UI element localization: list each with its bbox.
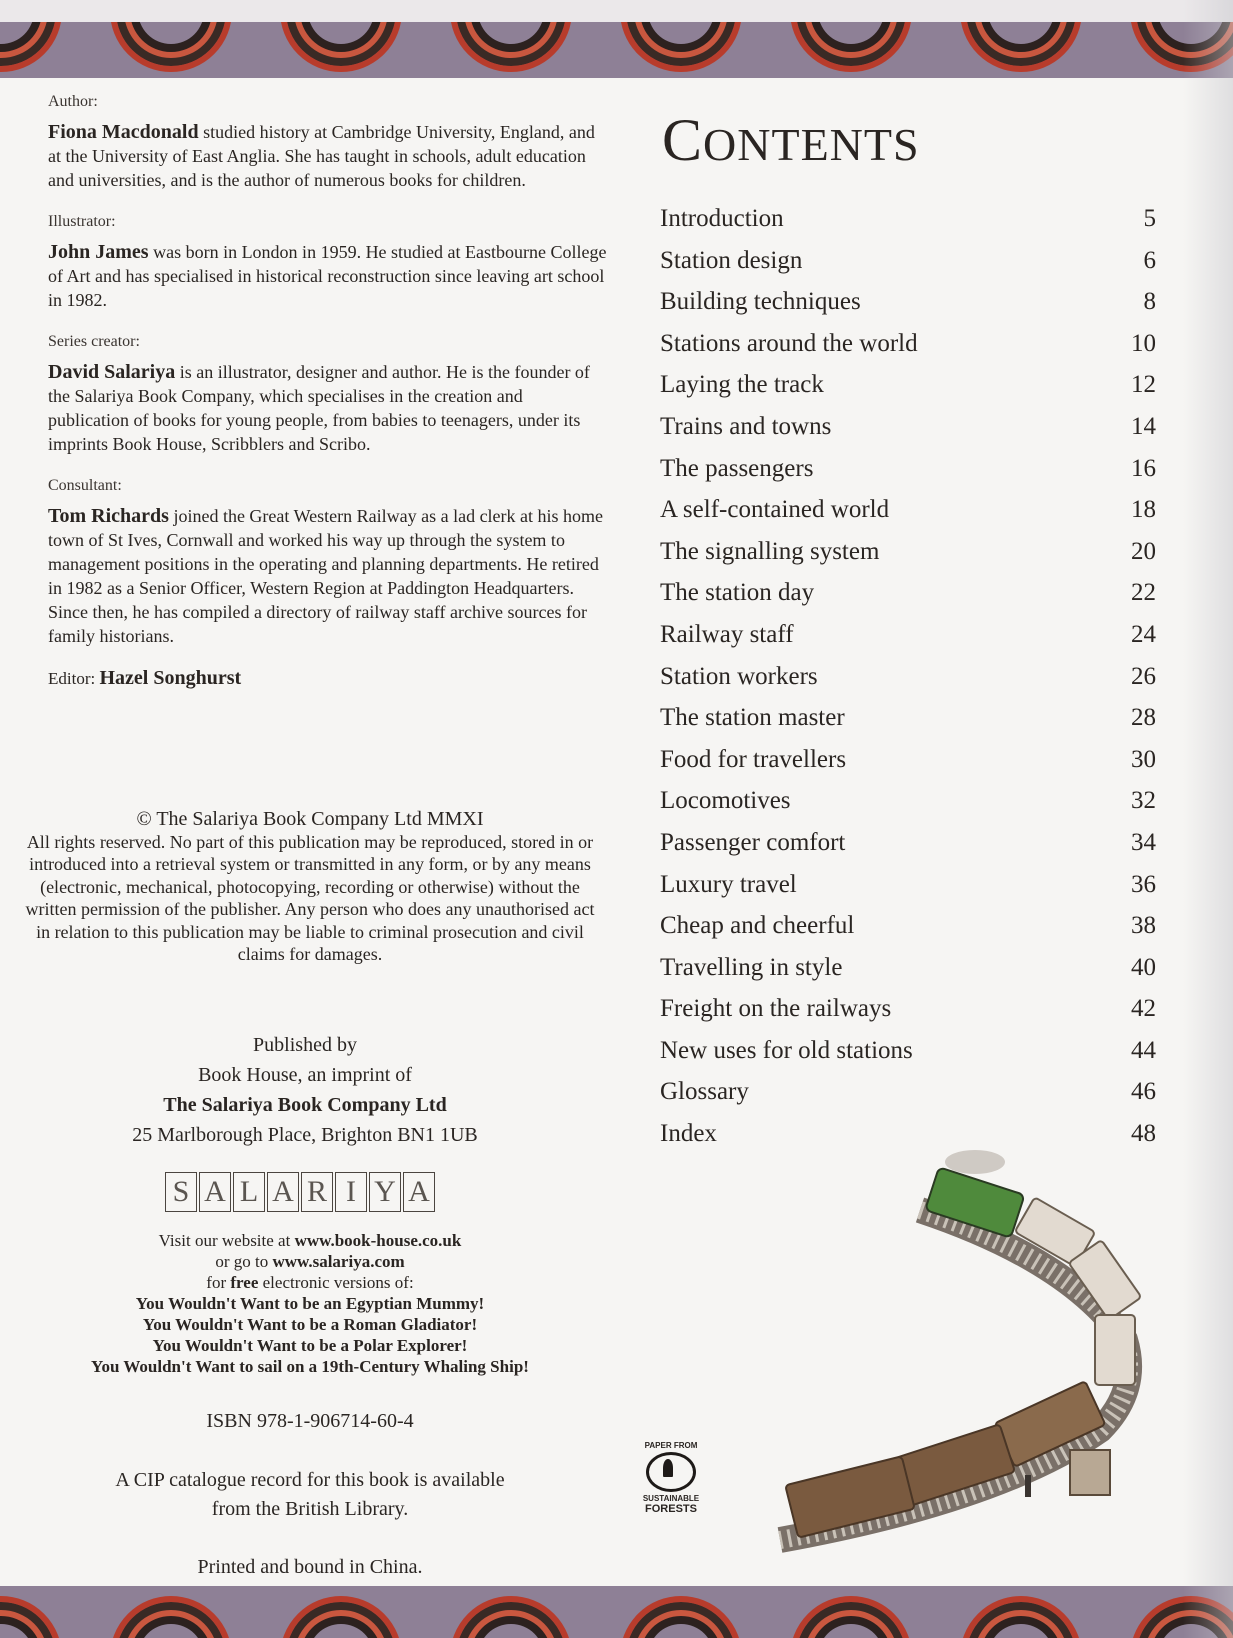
toc-entry [660, 288, 1156, 330]
toc-entry-page: 44 [1131, 1036, 1156, 1064]
cip-line-1: A CIP catalogue record for this book is available [115, 1469, 505, 1491]
toc-entry [660, 1078, 1156, 1120]
toc-entry [660, 247, 1156, 289]
book-title-text: You Wouldn't Want to sail on a 19th-Century Whaling Ship! [91, 1357, 529, 1376]
page-shadow [1183, 0, 1233, 1638]
fsc-bottom-text-1: SUSTAINABLE [642, 1494, 700, 1503]
company-name [60, 1090, 550, 1120]
toc-entry-title: The signalling system [660, 537, 880, 565]
logo-letter: A [267, 1172, 299, 1212]
visit-prefix: Visit our website at [158, 1231, 291, 1250]
wheel-icon [960, 1596, 1082, 1638]
visit-line [20, 1230, 600, 1251]
toc-entry [660, 829, 1156, 871]
contents-title [662, 106, 920, 175]
toc-entry-title: New uses for old stations [660, 1036, 913, 1064]
logo-letter: L [233, 1172, 265, 1212]
toc-entry-title: The passengers [660, 454, 814, 482]
cip-notice [20, 1466, 600, 1524]
toc-entry-page: 32 [1131, 787, 1156, 815]
toc-entry [660, 954, 1156, 996]
toc-entry-title: Glossary [660, 1078, 749, 1106]
toc-entry-title: Stations around the world [660, 329, 918, 357]
toc-entry [660, 330, 1156, 372]
toc-entry [660, 621, 1156, 663]
smoke-plume [945, 1150, 1005, 1174]
toc-entry-page: 20 [1131, 537, 1156, 565]
creator-bio [48, 360, 608, 456]
contents-title-rest: ONTENTS [703, 119, 920, 170]
free-word: free [230, 1273, 259, 1292]
wheel-icon [110, 1596, 232, 1638]
fsc-bottom-text-2: FORESTS [645, 1503, 697, 1515]
toc-entry-page: 16 [1131, 454, 1156, 482]
toc-entry [660, 205, 1156, 247]
toc-entry-title: Station design [660, 246, 803, 274]
toc-entry [660, 1037, 1156, 1079]
toc-entry-page: 28 [1131, 704, 1156, 732]
logo-letter: A [403, 1172, 435, 1212]
toc-entry-title: A self-contained world [660, 496, 890, 524]
publisher-address: 25 Marlborough Place, Brighton BN1 1UB [132, 1124, 478, 1146]
wheel-icon [0, 22, 62, 72]
toc-entry-title: Freight on the railways [660, 995, 892, 1023]
website-links [20, 1230, 600, 1377]
toc-entry-title: Railway staff [660, 620, 794, 648]
book-house-link[interactable]: www.book-house.co.uk [294, 1231, 462, 1250]
free-line [20, 1272, 600, 1293]
company-name-text: The Salariya Book Company Ltd [163, 1094, 447, 1116]
logo-letter: I [335, 1172, 367, 1212]
credits-column [48, 90, 608, 703]
isbn: ISBN 978-1-906714-60-4 [206, 1410, 414, 1432]
illustrator-role: Illustrator: [48, 213, 116, 230]
toc-entry-page: 46 [1131, 1078, 1156, 1106]
wheel-icon [280, 22, 402, 72]
wheel-icon [0, 1596, 62, 1638]
toc-entry-page: 34 [1131, 828, 1156, 856]
toc-entry [660, 413, 1156, 455]
imprint-line: Book House, an imprint of [198, 1064, 412, 1086]
toc-entry-title: Building techniques [660, 288, 861, 316]
editor-credit [48, 666, 608, 691]
wheel-icon [620, 22, 742, 72]
wheel-icon [790, 22, 912, 72]
copyright-notice [20, 808, 600, 966]
toc-entry-page: 22 [1131, 579, 1156, 607]
top-edge [0, 0, 1233, 22]
toc-entry [660, 663, 1156, 705]
toc-entry-page: 38 [1131, 912, 1156, 940]
toc-entry [660, 746, 1156, 788]
toc-entry [660, 496, 1156, 538]
book-title-text: You Wouldn't Want to be an Egyptian Mummy! [135, 1294, 485, 1313]
goto-line [20, 1251, 600, 1272]
toc-entry-title: Index [660, 1120, 717, 1148]
book-title-text: You Wouldn't Want to be a Roman Gladiator! [142, 1315, 478, 1334]
toc-entry [660, 912, 1156, 954]
illustrator-bio [48, 240, 608, 312]
for-prefix: for [206, 1273, 227, 1292]
contents-title-initial: C [662, 107, 704, 173]
toc-entry-page: 40 [1131, 953, 1156, 981]
illustrator-name: John James [48, 241, 149, 263]
logo-letter: Y [369, 1172, 401, 1212]
toc-entry [660, 579, 1156, 621]
author-role: Author: [48, 93, 98, 110]
copyright-body: All rights reserved. No part of this publication may be reproduced, stored in or introduced into a retrieval system or transmitted in any form, or by any means (electronic, mechanical, photocopying, recording or otherwise) without the written permission of the publisher. Any person who does any unauthorised act in relation to this publication may be liable to criminal prosecution and civil claims for damages. [25, 831, 595, 964]
toc-entry-page: 24 [1131, 620, 1156, 648]
toc-entry-page: 6 [1143, 246, 1156, 274]
toc-entry-page: 8 [1143, 288, 1156, 316]
toc-entry-title: The station day [660, 579, 815, 607]
train-illustration [770, 1150, 1170, 1580]
toc-entry-page: 26 [1131, 662, 1156, 690]
toc-entry-title: Passenger comfort [660, 828, 846, 856]
author-name: Fiona Macdonald [48, 121, 199, 143]
author-bio-text: studied history at Cambridge University, England, and at the University of East Anglia. She has taught in schools, adult education and universities, and is the author of numerous books for children. [48, 122, 595, 190]
toc-entry-title: Food for travellers [660, 745, 847, 773]
book-title [20, 1335, 600, 1356]
book-title [20, 1356, 600, 1377]
toc-entry [660, 455, 1156, 497]
cip-line-2: from the British Library. [211, 1498, 409, 1520]
book-title [20, 1293, 600, 1314]
printed-in: Printed and bound in China. [197, 1556, 423, 1578]
person-figure [1025, 1475, 1031, 1497]
toc-entry [660, 787, 1156, 829]
wheel-icon [620, 1596, 742, 1638]
carriage [1095, 1315, 1135, 1385]
logo-letter: A [199, 1172, 231, 1212]
published-by: Published by [253, 1034, 357, 1056]
bottom-decorative-border [0, 1586, 1233, 1638]
author-bio [48, 120, 608, 192]
toc-entry [660, 995, 1156, 1037]
tree-icon [646, 1452, 696, 1492]
toc-entry-title: Laying the track [660, 371, 824, 399]
toc-entry-title: Station workers [660, 662, 818, 690]
toc-entry-page: 30 [1131, 745, 1156, 773]
illustrator-bio-text: was born in London in 1959. He studied at Eastbourne College of Art and has specialised in historical reconstruction since leaving art school in 1982. [48, 242, 607, 310]
toc-entry-title: Cheap and cheerful [660, 912, 855, 940]
editor-name: Hazel Songhurst [99, 667, 242, 689]
toc-entry-title: The station master [660, 704, 845, 732]
toc-entry-page: 18 [1131, 496, 1156, 524]
wheel-icon [960, 22, 1082, 72]
consultant-name: Tom Richards [48, 505, 169, 527]
book-title [20, 1314, 600, 1335]
salariya-logo [165, 1172, 435, 1212]
creator-bio-text: is an illustrator, designer and author. He is the founder of the Salariya Book Company, which specialises in the creation and publication of books for young people, from babies to teenagers, under its imprints Book House, Scribblers and Scribo. [48, 362, 590, 454]
toc-entry [660, 538, 1156, 580]
publisher-block [60, 1030, 550, 1150]
fsc-logo [635, 1441, 707, 1515]
goto-prefix: or go to [215, 1252, 269, 1271]
wheel-icon [790, 1596, 912, 1638]
creator-role: Series creator: [48, 333, 140, 350]
wheel-icon [110, 22, 232, 72]
logo-letter: S [165, 1172, 197, 1212]
wheel-icon [280, 1596, 402, 1638]
toc-entry-page: 42 [1131, 995, 1156, 1023]
toc-entry-page: 48 [1131, 1120, 1156, 1148]
for-suffix: electronic versions of: [262, 1273, 414, 1292]
toc-entry-page: 5 [1143, 205, 1156, 232]
toc-entry [660, 371, 1156, 413]
toc-entry-title: Travelling in style [660, 953, 843, 981]
wheel-icon [450, 22, 572, 72]
creator-name: David Salariya [48, 361, 176, 383]
toc-entry-title: Locomotives [660, 787, 791, 815]
top-decorative-border [0, 22, 1233, 78]
wheel-icon [450, 1596, 572, 1638]
logo-letter: R [301, 1172, 333, 1212]
book-title-text: You Wouldn't Want to be a Polar Explorer! [152, 1336, 468, 1355]
shed [1070, 1450, 1110, 1495]
toc-entry-page: 10 [1131, 329, 1156, 357]
consultant-bio-text: joined the Great Western Railway as a lad clerk at his home town of St Ives, Cornwall and worked his way up through the system to management positions in the operating and planning departments. He retired in 1982 as a Senior Officer, Western Region at Paddington Headquarters. Since then, he has compiled a directory of railway staff archive sources for family historians. [48, 506, 604, 646]
toc-entry-page: 14 [1131, 412, 1156, 440]
toc-entry-page: 36 [1131, 870, 1156, 898]
consultant-bio [48, 504, 608, 648]
copyright-heading: © The Salariya Book Company Ltd MMXI [136, 808, 484, 830]
toc-entry-title: Introduction [660, 205, 784, 232]
consultant-role: Consultant: [48, 477, 122, 494]
toc-entry [660, 704, 1156, 746]
table-of-contents [660, 205, 1156, 1162]
salariya-link[interactable]: www.salariya.com [272, 1252, 405, 1271]
editor-role: Editor: [48, 669, 96, 688]
toc-entry-title: Trains and towns [660, 412, 832, 440]
toc-entry-title: Luxury travel [660, 870, 797, 898]
fsc-top-text: PAPER FROM [644, 1441, 698, 1450]
toc-entry [660, 871, 1156, 913]
toc-entry-page: 12 [1131, 371, 1156, 399]
